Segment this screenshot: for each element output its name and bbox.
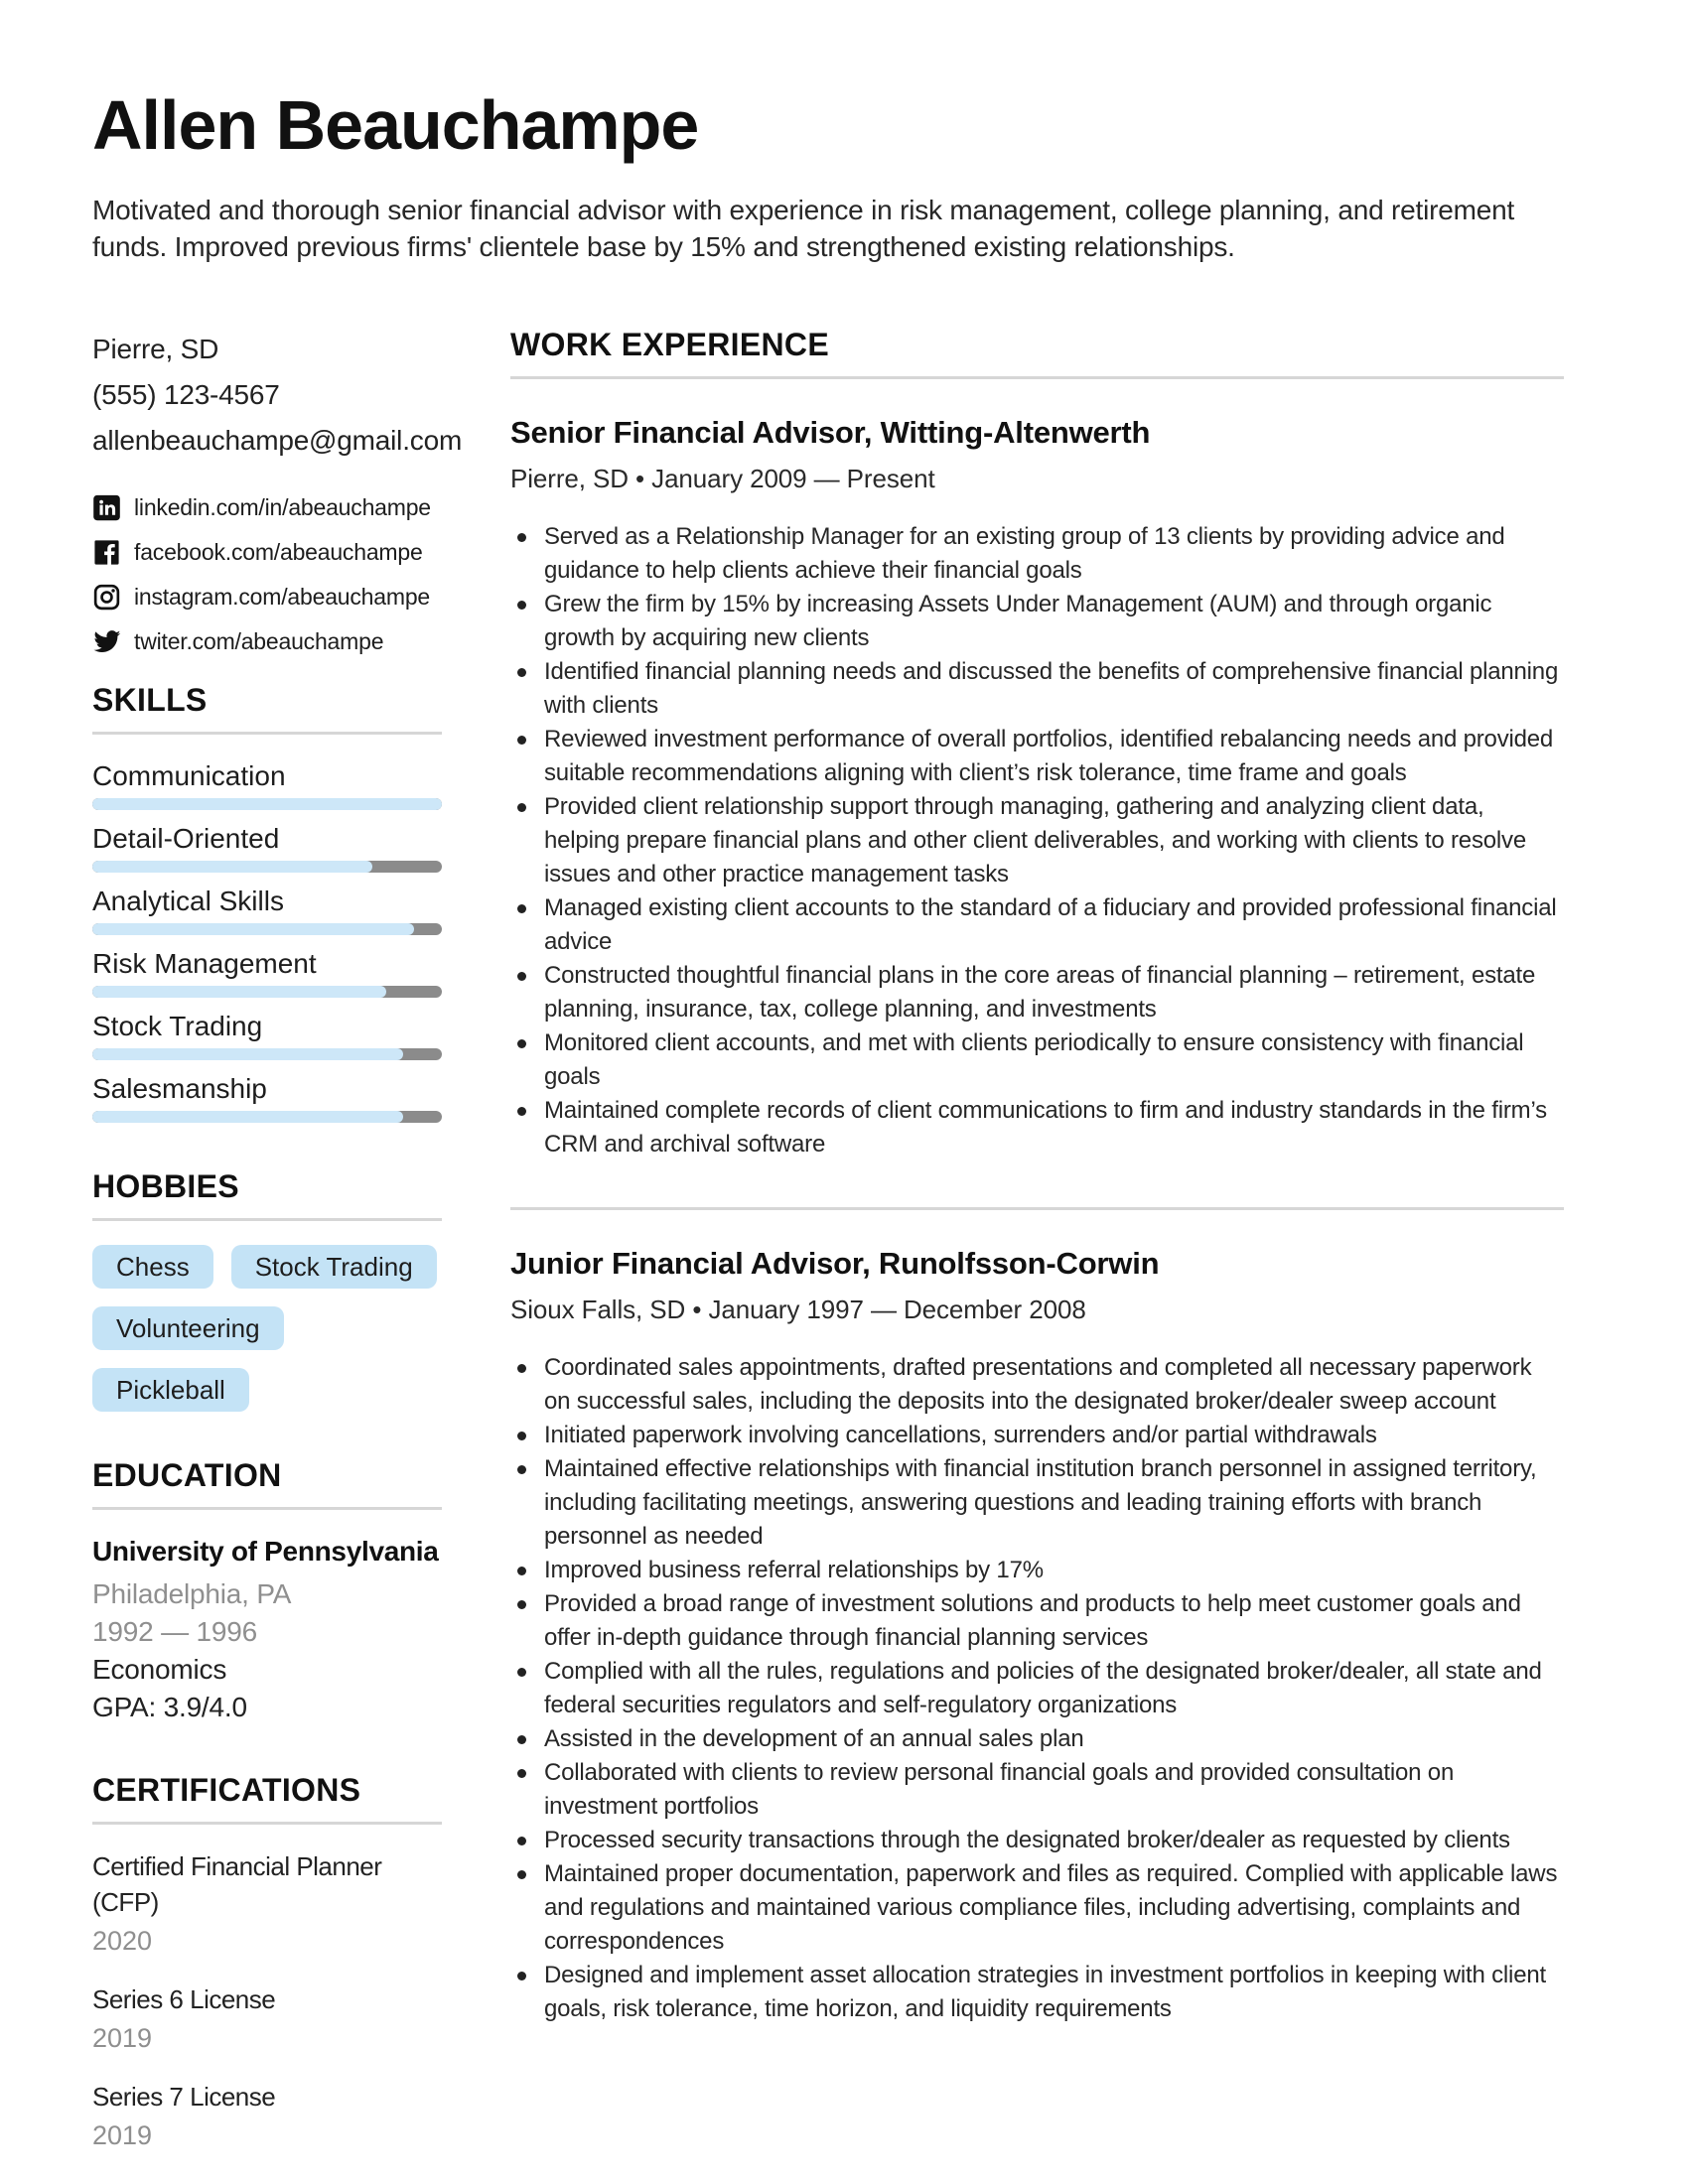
sidebar [92, 327, 463, 2152]
job-bullet: Grew the firm by 15% by increasing Assets Under Management (AUM) and through organic growth by acquiring new clients [510, 588, 1564, 655]
job-bullet: Designed and implement asset allocation strategies in investment portfolios in keeping with client goals, risk tolerance, time horizon, and liquidity requirements [510, 1959, 1564, 2026]
job-meta: Sioux Falls, SD • January 1997 — December 2008 [510, 1294, 1086, 1324]
content-columns [92, 327, 1564, 2152]
social-link-label: facebook.com/abeauchampe [134, 538, 423, 565]
section-title-skills: SKILLS [92, 682, 442, 735]
certifications-list [92, 1848, 442, 2152]
job-bullet: Initiated paperwork involving cancellations, surrenders and/or partial withdrawals [510, 1419, 1564, 1452]
facebook-icon [92, 538, 121, 567]
skill-bar-fill [92, 798, 442, 810]
education-entry [92, 1536, 442, 1726]
job-bullet: Provided a broad range of investment solutions and products to help meet customer goals and offer in-depth guidance through financial planning services [510, 1587, 1564, 1655]
skill-label: Salesmanship [92, 1072, 267, 1104]
social-link-linkedin[interactable] [92, 493, 442, 522]
section-title-education: EDUCATION [92, 1457, 442, 1510]
skill-bar-fill [92, 1111, 403, 1123]
skill-bar-fill [92, 1048, 403, 1060]
job-bullet: Constructed thoughtful financial plans in the core areas of financial planning – retirement, estate planning, insurance, tax, college planning, and investments [510, 959, 1564, 1026]
summary-text: Motivated and thorough senior financial advisor with experience in risk management, college planning, and retirement funds. Improved previous firms' clientele base by 15% and strengthened existing relationships. [92, 194, 1515, 262]
job-title: Senior Financial Advisor, Witting-Altenwerth [510, 414, 1151, 450]
job-bullet: Monitored client accounts, and met with clients periodically to ensure consistency with financial goals [510, 1026, 1564, 1094]
skill-item [92, 823, 442, 873]
contact-location: Pierre, SD [92, 333, 219, 364]
social-link-label: linkedin.com/in/abeauchampe [134, 493, 431, 520]
skill-bar-fill [92, 861, 372, 873]
hobby-tag: Stock Trading [231, 1245, 437, 1289]
skill-bar [92, 986, 442, 998]
skill-item [92, 948, 442, 998]
skill-bar [92, 861, 442, 873]
certification-name: Series 7 License [92, 2081, 276, 2112]
skill-label: Communication [92, 759, 286, 791]
skill-item [92, 760, 442, 810]
skill-label: Risk Management [92, 947, 317, 979]
skill-label: Analytical Skills [92, 885, 284, 916]
social-links [92, 493, 442, 656]
skill-item [92, 886, 442, 935]
certification-item [92, 2079, 442, 2152]
job-bullet: Maintained complete records of client communications to firm and industry standards in the firm’s CRM and archival software [510, 1094, 1564, 1161]
job-bullet: Maintained proper documentation, paperwork and files as required. Complied with applicable laws and regulations and maintained various compliance files, including advertising, complaints and correspondences [510, 1857, 1564, 1959]
hobby-tag: Pickleball [92, 1368, 249, 1412]
job-title: Junior Financial Advisor, Runolfsson-Corwin [510, 1245, 1160, 1281]
education-major: Economics [92, 1653, 227, 1685]
skill-bar [92, 1048, 442, 1060]
section-title-certifications: CERTIFICATIONS [92, 1772, 442, 1825]
job-divider [510, 1207, 1564, 1210]
job-bullet-list [510, 1351, 1564, 2026]
certification-item [92, 1981, 442, 2055]
social-link-instagram[interactable] [92, 583, 442, 612]
contact-phone: (555) 123-4567 [92, 378, 280, 410]
job-bullet: Provided client relationship support through managing, gathering and analyzing client data, helping prepare financial plans and other client deliverables, and working with clients to resolve issues and other practice management tasks [510, 790, 1564, 891]
job-bullet: Reviewed investment performance of overall portfolios, identified rebalancing needs and provided suitable recommendations aligning with client’s risk tolerance, time frame and goals [510, 723, 1564, 790]
resume-header [92, 85, 1564, 265]
skill-bar-fill [92, 923, 414, 935]
skill-item [92, 1011, 442, 1060]
skill-label: Detail-Oriented [92, 822, 280, 854]
hobbies-list [92, 1245, 442, 1412]
certification-name: Series 6 License [92, 1983, 276, 2014]
job-bullet: Complied with all the rules, regulations and policies of the designated broker/dealer, all state and federal securities regulators and self-regulatory organizations [510, 1655, 1564, 1722]
section-title-hobbies: HOBBIES [92, 1168, 442, 1221]
skill-item [92, 1073, 442, 1123]
job-bullet-list [510, 520, 1564, 1161]
job-entry-senior-financial-advisor [510, 415, 1564, 1161]
hobby-tag: Volunteering [92, 1306, 284, 1350]
job-bullet: Maintained effective relationships with financial institution branch personnel in assigned territory, including facilitating meetings, answering questions and leading training efforts with branch personnel as needed [510, 1452, 1564, 1554]
job-entry-junior-financial-advisor [510, 1246, 1564, 2026]
social-link-label: twiter.com/abeauchampe [134, 627, 384, 654]
certification-year: 2019 [92, 2022, 153, 2053]
social-link-twitter[interactable] [92, 627, 442, 656]
job-meta: Pierre, SD • January 2009 — Present [510, 463, 935, 493]
skill-bar [92, 798, 442, 810]
education-dates: 1992 — 1996 [92, 1615, 257, 1647]
skill-bar [92, 1111, 442, 1123]
instagram-icon [92, 583, 121, 612]
certification-item [92, 1848, 442, 1958]
job-bullet: Assisted in the development of an annual sales plan [510, 1722, 1564, 1756]
contact-email: allenbeauchampe@gmail.com [92, 424, 463, 456]
job-bullet: Managed existing client accounts to the standard of a fiduciary and provided professional financial advice [510, 891, 1564, 959]
section-title-work-experience: WORK EXPERIENCE [510, 327, 1564, 379]
social-link-facebook[interactable] [92, 538, 442, 567]
certification-year: 2019 [92, 2119, 153, 2150]
education-school: University of Pennsylvania [92, 1535, 439, 1567]
skills-list [92, 760, 442, 1123]
contact-block [92, 327, 463, 464]
page-title: Allen Beauchampe [92, 86, 699, 164]
skill-label: Stock Trading [92, 1010, 263, 1041]
job-bullet: Collaborated with clients to review personal financial goals and provided consultation on investment portfolios [510, 1756, 1564, 1824]
education-gpa: GPA: 3.9/4.0 [92, 1691, 247, 1722]
education-location: Philadelphia, PA [92, 1577, 292, 1609]
job-bullet: Processed security transactions through the designated broker/dealer as requested by clients [510, 1824, 1564, 1857]
hobby-tag: Chess [92, 1245, 213, 1289]
skill-bar-fill [92, 986, 386, 998]
twitter-icon [92, 627, 121, 656]
linkedin-icon [92, 493, 121, 522]
job-bullet: Identified financial planning needs and discussed the benefits of comprehensive financial planning with clients [510, 655, 1564, 723]
certification-year: 2020 [92, 1925, 153, 1956]
job-bullet: Coordinated sales appointments, drafted presentations and completed all necessary paperwork on successful sales, including the deposits into the designated broker/dealer sweep account [510, 1351, 1564, 1419]
skill-bar [92, 923, 442, 935]
work-experience-section [510, 327, 1564, 2152]
job-bullet: Served as a Relationship Manager for an existing group of 13 clients by providing advice and guidance to help clients achieve their financial goals [510, 520, 1564, 588]
social-link-label: instagram.com/abeauchampe [134, 583, 430, 610]
job-bullet: Improved business referral relationships by 17% [510, 1554, 1564, 1587]
certification-name: Certified Financial Planner (CFP) [92, 1850, 382, 1917]
